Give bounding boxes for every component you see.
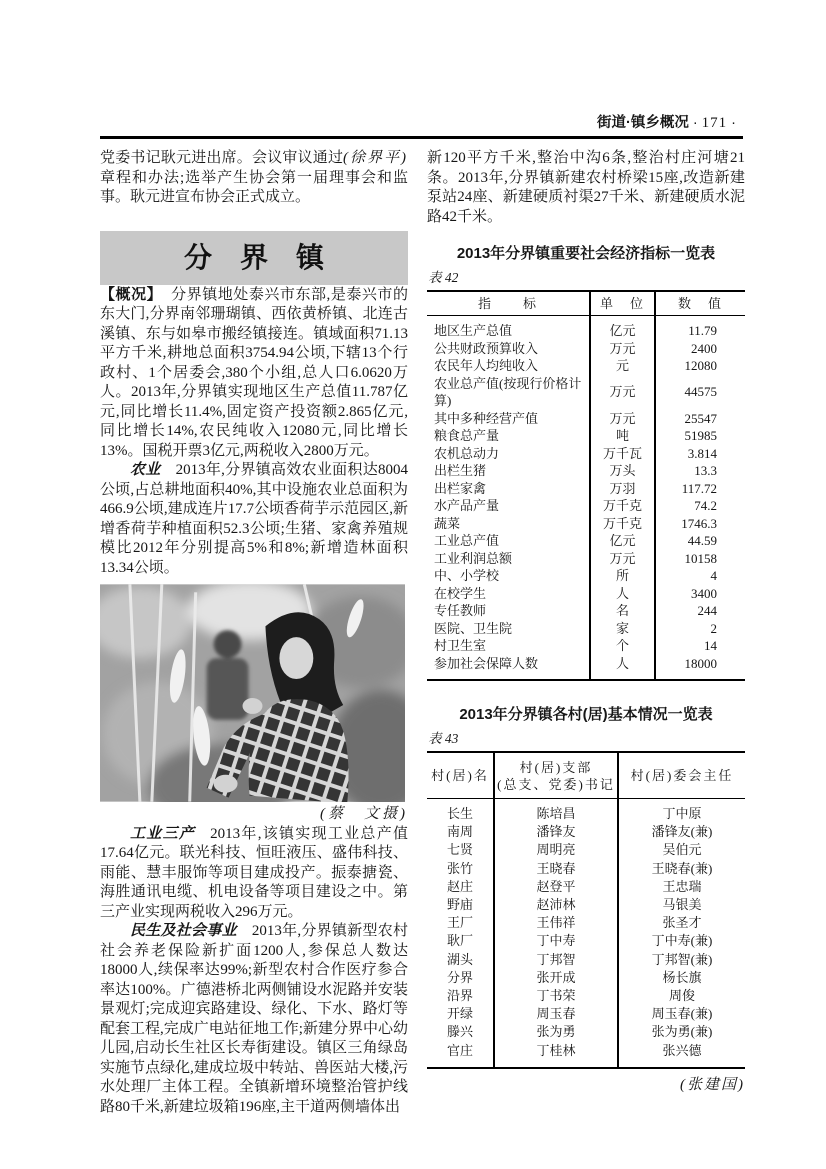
table-row (427, 445, 745, 463)
table-cell: 吴伯元 (618, 841, 745, 859)
table-cell: 医院、卫生院 (434, 620, 513, 636)
table-cell: 工业总产值 (434, 533, 500, 548)
table-cell: 赵沛林 (494, 896, 618, 914)
table-cell: 元 (590, 357, 655, 375)
agriculture-paragraph (100, 461, 408, 578)
table-cell: 陈培昌 (494, 799, 618, 824)
table-cell: 14 (655, 637, 745, 655)
table-cell: 蔬菜 (434, 515, 461, 531)
right-column (427, 149, 745, 1095)
table-cell: 其中多种经营产值 (434, 410, 539, 426)
table-cell: 长生 (446, 806, 473, 821)
table-row (427, 480, 745, 498)
table43-header-director: 村(居)委会主任 (618, 752, 745, 799)
table-cell: 七贤 (446, 842, 473, 858)
table-cell: 粮食总产量 (434, 428, 500, 443)
table-row (427, 932, 745, 950)
table42 (427, 290, 745, 681)
table-cell: 周玉春 (494, 1005, 618, 1023)
separator-dot: · (692, 115, 698, 131)
livelihood-text: 2013年,分界镇新型农村社会养老保险新扩面1200人,参保总人数达18000人,续保率达99%;新型农村合作医疗参合率达100%。广德港桥北两侧铺设水泥路并安装景观灯;完成迎宾路建设、绿化、下水、路灯等配套工程,完成广电站征地工作;新建分界中心幼儿园,启动长生社区长寿街建设。镇区三角绿岛实施节点绿化,建成垃圾中转站、兽医站大楼,污水处理厂主体工程。全镇新增环境整治管护线路80千米,新建垃圾箱196座,主干道两侧墙体出 (100, 923, 408, 1115)
table-row (427, 497, 745, 515)
table-cell: 在校学生 (434, 585, 487, 601)
table-cell: 3.814 (655, 445, 745, 463)
photo-credit: (蔡 文摄) (320, 806, 408, 822)
table-cell: 出栏家禽 (434, 480, 487, 496)
table-row (427, 951, 745, 969)
page-number: 171 (701, 115, 728, 131)
table-cell: 工业利润总额 (434, 550, 513, 566)
agriculture-lead: 农业 (130, 462, 161, 478)
table-cell: 117.72 (655, 480, 745, 498)
table43-title: 2013年分界镇各村(居)基本情况一览表 (459, 706, 713, 723)
table-cell: 赵登平 (494, 878, 618, 896)
table-cell: 沿界 (446, 988, 473, 1004)
table-cell: 湖头 (446, 951, 473, 967)
table-row (427, 316, 745, 340)
table-cell: 张圣才 (618, 914, 745, 932)
field-photo-image (100, 584, 405, 802)
table-row (427, 878, 745, 896)
table-cell: 人 (590, 585, 655, 603)
table-cell: 赵庄 (446, 878, 473, 894)
table-cell: 44.59 (655, 532, 745, 550)
header-rule (100, 136, 743, 139)
table-cell: 所 (590, 567, 655, 585)
table-row (427, 896, 745, 914)
table-cell: 74.2 (655, 497, 745, 515)
table-cell: 王伟祥 (494, 914, 618, 932)
table-cell: 参加社会保障人数 (434, 655, 539, 671)
table-cell: 地区生产总值 (434, 323, 513, 338)
table-row (427, 1042, 745, 1068)
table-cell: 家 (590, 620, 655, 638)
table-cell: 王晓春(兼) (618, 860, 745, 878)
table-cell: 丁书荣 (494, 987, 618, 1005)
table-row (427, 841, 745, 859)
table-cell: 万羽 (590, 480, 655, 498)
table-cell: 野庙 (446, 897, 473, 913)
table-cell: 丁中原 (618, 799, 745, 824)
table-row (427, 602, 745, 620)
agriculture-text: 2013年,分界镇高效农业面积达8004公顷,占总耕地面积40%,其中设施农业总面积为466.9公顷,建成连片17.7公顷香荷芋示范园区,新增香荷芋种植面积52.3公顷;生猪、家禽养殖规模比2012年分别提高5%和8%;新增造林面积13.34公顷。 (100, 462, 408, 576)
industry-lead: 工业三产 (130, 825, 196, 842)
table-row (427, 375, 745, 410)
table-row (427, 1023, 745, 1041)
table-cell: 个 (590, 637, 655, 655)
table-cell: 周明亮 (494, 841, 618, 859)
table-cell: 周玉春(兼) (618, 1005, 745, 1023)
table-row (427, 637, 745, 655)
table-cell: 丁中寿(兼) (618, 932, 745, 950)
table-cell: 10158 (655, 550, 745, 568)
table-cell: 人 (590, 655, 655, 681)
table-cell: 吨 (590, 427, 655, 445)
table-row (427, 914, 745, 932)
table43-header-secretary (494, 752, 618, 799)
table-cell: 244 (655, 602, 745, 620)
table-cell: 万元 (590, 375, 655, 410)
table-cell: 农机总动力 (434, 445, 500, 461)
table-cell: 水产品产量 (434, 498, 500, 513)
table-cell: 农业总产值(按现行价格计算) (434, 375, 582, 408)
contributor-byline: (张建国) (680, 1076, 745, 1093)
table-cell: 滕兴 (446, 1024, 473, 1040)
table-cell: 万千瓦 (590, 445, 655, 463)
table-cell: 18000 (655, 655, 745, 681)
table-cell: 张竹 (446, 860, 473, 876)
table-cell: 12080 (655, 357, 745, 375)
table-cell: 名 (590, 602, 655, 620)
table-cell: 丁邦智 (494, 951, 618, 969)
livelihood-lead: 民生及社会事业 (130, 923, 237, 939)
table-cell: 周俊 (618, 987, 745, 1005)
table-cell: 南周 (446, 824, 473, 840)
table-row (427, 515, 745, 533)
table-row (427, 987, 745, 1005)
table-row (427, 823, 745, 841)
table-row (427, 532, 745, 550)
table-cell: 2 (655, 620, 745, 638)
left-column (100, 149, 408, 1117)
table-cell: 4 (655, 567, 745, 585)
table-row (427, 427, 745, 445)
table42-header-value: 数 值 (655, 291, 745, 316)
table43-header-secretary-line1: 村(居)支部 (519, 759, 593, 775)
table-cell: 公共财政预算收入 (434, 340, 539, 356)
table-row (427, 655, 745, 681)
table42-header-unit: 单 位 (590, 291, 655, 316)
running-header (597, 114, 740, 134)
table-cell: 51985 (655, 427, 745, 445)
table-cell: 耿厂 (446, 933, 473, 949)
table42-header-row (427, 291, 745, 316)
table-cell: 官庄 (446, 1042, 473, 1058)
town-title: 分 界 镇 (183, 241, 324, 273)
table-cell: 万元 (590, 410, 655, 428)
table43-header-row (427, 752, 745, 799)
table-row (427, 969, 745, 987)
overview-text: 分界镇地处泰兴市东部,是泰兴市的东大门,分界南邻珊瑚镇、西依黄桥镇、北连古溪镇、东与如皋市搬经镇接连。镇域面积71.13平方千米,耕地总面积3754.94公顷,下辖13个行政村、1个居委会,380个小组,总人口6.0620万人。2013年,分界镇实现地区生产总值11.787亿元,同比增长11.4%,固定资产投资额2.865亿元,同比增长14%,农民纯收入12080元,同比增长13%。国税开票3亿元,两税收入2800万元。 (100, 286, 408, 459)
table42-header-indicator: 指 标 (427, 291, 590, 316)
table-cell: 亿元 (590, 316, 655, 340)
table-cell: 出栏生猪 (434, 463, 487, 478)
table43 (427, 751, 745, 1069)
table-cell: 分界 (446, 969, 473, 985)
table-row (427, 585, 745, 603)
table-cell: 万元 (590, 340, 655, 358)
table-row (427, 340, 745, 358)
table-cell: 万元 (590, 550, 655, 568)
table43-header-secretary-line2: (总支、党委)书记 (497, 776, 615, 792)
table-cell: 2400 (655, 340, 745, 358)
table-cell: 万头 (590, 462, 655, 480)
livelihood-paragraph (100, 922, 408, 1117)
table-cell: 村卫生室 (434, 638, 487, 653)
table-cell: 3400 (655, 585, 745, 603)
table-row (427, 799, 745, 824)
table-cell: 马银美 (618, 896, 745, 914)
table-cell: 万千克 (590, 515, 655, 533)
town-title-box (100, 231, 408, 285)
table-row (427, 550, 745, 568)
table-row (427, 1005, 745, 1023)
continued-paragraph: 新120平方千米,整治中沟6条,整治村庄河塘21条。2013年,分界镇新建农村桥梁15座,改造新建泵站24座、新建硬质衬渠27千米、新建硬质水泥路42千米。 (427, 150, 745, 225)
table-cell: 王忠瑞 (618, 878, 745, 896)
table-cell: 王晓春 (494, 860, 618, 878)
table-cell: 中、小学校 (434, 568, 500, 583)
table-cell: 25547 (655, 410, 745, 428)
overview-paragraph (100, 285, 408, 462)
table-cell: 专任教师 (434, 603, 487, 618)
table-cell: 潘锋友(兼) (618, 823, 745, 841)
table-row (427, 860, 745, 878)
table-cell: 万千克 (590, 497, 655, 515)
table-cell: 亿元 (590, 532, 655, 550)
running-header-section: 街道·镇乡概况 (596, 115, 689, 131)
table-cell: 44575 (655, 375, 745, 410)
table-cell: 1746.3 (655, 515, 745, 533)
table-cell: 张开成 (494, 969, 618, 987)
table-cell: 丁中寿 (494, 932, 618, 950)
table42-title: 2013年分界镇重要社会经济指标一览表 (456, 245, 716, 262)
table43-header-village: 村(居)名 (427, 752, 494, 799)
table43-label: 表 43 (428, 730, 459, 746)
table-cell: 王厂 (446, 915, 473, 931)
intro-byline: (徐界平) (343, 150, 408, 166)
table-cell: 丁邦智(兼) (618, 951, 745, 969)
industry-text: 2013年,该镇实现工业总产值17.64亿元。联光科技、恒旺液压、盛伟科技、雨能、慧丰服饰等项目建成投产。振泰搪瓷、海胜通讯电缆、机电设备等项目建设之中。第三产业实现两税收入296万元。 (100, 825, 408, 920)
intro-paragraph (100, 149, 408, 208)
table-cell: 张兴德 (618, 1042, 745, 1068)
table-cell: 农民年人均纯收入 (434, 358, 539, 373)
overview-lead: 【概况】 (100, 285, 163, 303)
photo-figure (100, 584, 408, 825)
separator-dot: · (731, 115, 736, 131)
table-cell: 杨长旗 (618, 969, 745, 987)
table-cell: 开绿 (446, 1006, 473, 1022)
table-row (427, 410, 745, 428)
table-row (427, 567, 745, 585)
table-row (427, 462, 745, 480)
table-cell: 丁桂林 (494, 1042, 618, 1068)
table-cell: 潘锋友 (494, 823, 618, 841)
intro-text: 党委书记耿元进出席。会议审议通过章程和办法;选举产生协会第一届理事会和监事。耿元进宣布协会正式成立。 (100, 150, 408, 205)
table-row (427, 357, 745, 375)
table-row (427, 620, 745, 638)
table-cell: 13.3 (655, 462, 745, 480)
table-cell: 11.79 (655, 316, 745, 340)
table-cell: 张为勇 (494, 1023, 618, 1041)
table42-label: 表 42 (428, 269, 459, 285)
industry-paragraph (100, 825, 408, 923)
table-cell: 张为勇(兼) (618, 1023, 745, 1041)
